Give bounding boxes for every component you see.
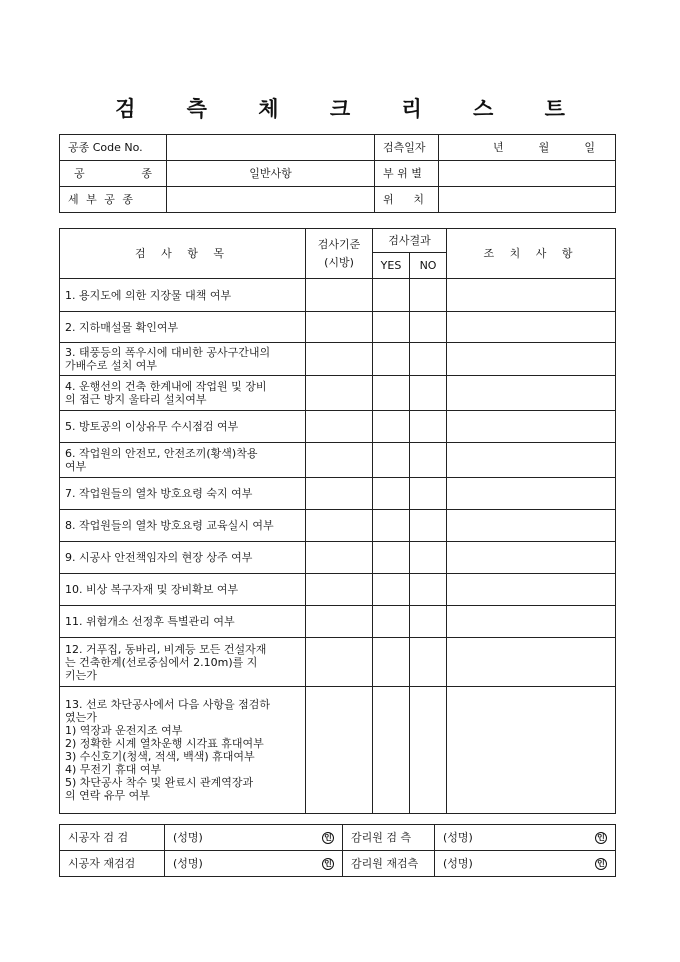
standard-cell[interactable] (306, 478, 373, 510)
yes-cell[interactable] (373, 376, 410, 411)
yes-cell[interactable] (373, 606, 410, 638)
code-label: 공종 Code No. (60, 135, 167, 161)
no-cell[interactable] (410, 606, 447, 638)
action-cell[interactable] (447, 312, 616, 343)
no-cell[interactable] (410, 510, 447, 542)
no-cell[interactable] (410, 343, 447, 376)
signature-table (59, 824, 616, 877)
action-cell[interactable] (447, 638, 616, 687)
yes-cell[interactable] (373, 478, 410, 510)
col-action-header: 조 치 사 항 (447, 229, 616, 279)
contractor-recheck-label: 시공자 재검검 (60, 851, 165, 877)
code-value[interactable] (167, 135, 375, 161)
contractor-check-label: 시공자 검 검 (60, 825, 165, 851)
action-cell[interactable] (447, 376, 616, 411)
no-cell[interactable] (410, 542, 447, 574)
date-day: 일 (584, 141, 595, 154)
action-cell[interactable] (447, 542, 616, 574)
seal-icon: 인 (322, 832, 334, 844)
standard-cell[interactable] (306, 687, 373, 814)
date-month: 월 (538, 141, 550, 154)
sub-work-label: 세 부 공 종 (60, 187, 167, 213)
col-item-header: 검 사 항 목 (60, 229, 306, 279)
yes-cell[interactable] (373, 343, 410, 376)
check-item: 8. 작업원들의 열차 방호요령 교육실시 여부 (60, 510, 306, 542)
info-table (59, 134, 616, 213)
check-item: 12. 거푸집, 동바리, 비계등 모든 건설자재 는 건축한계(선로중심에서 2.10m)를 지 키는가 (60, 638, 306, 687)
supervisor-check-sign[interactable] (435, 825, 616, 851)
standard-cell[interactable] (306, 638, 373, 687)
seal-icon: 인 (595, 832, 607, 844)
action-cell[interactable] (447, 443, 616, 478)
no-cell[interactable] (410, 687, 447, 814)
yes-cell[interactable] (373, 574, 410, 606)
seal-icon: 인 (322, 858, 334, 870)
contractor-recheck-sign[interactable] (165, 851, 343, 877)
seal-icon: 인 (595, 858, 607, 870)
yes-cell[interactable] (373, 411, 410, 443)
work-type-label: 공 종 (60, 161, 167, 187)
position-value[interactable] (439, 187, 616, 213)
yes-cell[interactable] (373, 279, 410, 312)
col-standard-header: 검사기준 (시방) (306, 229, 373, 279)
date-label: 검측일자 (375, 135, 439, 161)
yes-cell[interactable] (373, 510, 410, 542)
work-type-value[interactable]: 일반사항 (167, 161, 375, 187)
check-item: 2. 지하매설물 확인여부 (60, 312, 306, 343)
location-part-label: 부 위 별 (375, 161, 439, 187)
check-item: 11. 위험개소 선정후 특별관리 여부 (60, 606, 306, 638)
no-cell[interactable] (410, 312, 447, 343)
yes-cell[interactable] (373, 542, 410, 574)
supervisor-check-label: 감리원 검 측 (343, 825, 435, 851)
date-year: 년 (493, 141, 504, 154)
yes-cell[interactable] (373, 443, 410, 478)
standard-cell[interactable] (306, 411, 373, 443)
action-cell[interactable] (447, 510, 616, 542)
col-yes-header: YES (373, 253, 410, 279)
yes-cell[interactable] (373, 312, 410, 343)
yes-cell[interactable] (373, 638, 410, 687)
check-item: 1. 용지도에 의한 지장물 대책 여부 (60, 279, 306, 312)
action-cell[interactable] (447, 606, 616, 638)
standard-cell[interactable] (306, 376, 373, 411)
checklist-table (59, 228, 616, 814)
standard-cell[interactable] (306, 606, 373, 638)
check-item: 5. 방토공의 이상유무 수시점검 여부 (60, 411, 306, 443)
sub-work-value[interactable] (167, 187, 375, 213)
standard-cell[interactable] (306, 542, 373, 574)
check-item: 9. 시공사 안전책임자의 현장 상주 여부 (60, 542, 306, 574)
supervisor-recheck-sign[interactable] (435, 851, 616, 877)
standard-cell[interactable] (306, 279, 373, 312)
no-cell[interactable] (410, 443, 447, 478)
standard-cell[interactable] (306, 443, 373, 478)
col-result-header: 검사결과 (373, 229, 447, 253)
contractor-check-sign[interactable] (165, 825, 343, 851)
check-item: 6. 작업원의 안전모, 안전조끼(황색)착용 여부 (60, 443, 306, 478)
check-item: 3. 태풍등의 폭우시에 대비한 공사구간내의 가배수로 설치 여부 (60, 343, 306, 376)
col-no-header: NO (410, 253, 447, 279)
date-value[interactable] (439, 135, 616, 161)
check-item: 7. 작업원들의 열차 방호요령 숙지 여부 (60, 478, 306, 510)
action-cell[interactable] (447, 343, 616, 376)
no-cell[interactable] (410, 478, 447, 510)
standard-cell[interactable] (306, 343, 373, 376)
action-cell[interactable] (447, 574, 616, 606)
action-cell[interactable] (447, 478, 616, 510)
no-cell[interactable] (410, 574, 447, 606)
standard-cell[interactable] (306, 312, 373, 343)
name-placeholder: (성명) (173, 831, 203, 844)
check-item: 13. 선로 차단공사에서 다음 사항을 점검하 였는가 1) 역장과 운전지조 여부 2) 정확한 시계 열차운행 시각표 휴대여부 3) 수신호기(청색, 적색, 백색) 휴대여부 4) 무전기 휴대 여부 5) 차단공사 착수 및 완료시 관계역장과 의 연락 유무 여부 (60, 687, 306, 814)
name-placeholder: (성명) (443, 831, 473, 844)
action-cell[interactable] (447, 411, 616, 443)
location-part-value[interactable] (439, 161, 616, 187)
no-cell[interactable] (410, 376, 447, 411)
no-cell[interactable] (410, 638, 447, 687)
yes-cell[interactable] (373, 687, 410, 814)
action-cell[interactable] (447, 279, 616, 312)
standard-cell[interactable] (306, 510, 373, 542)
no-cell[interactable] (410, 411, 447, 443)
standard-cell[interactable] (306, 574, 373, 606)
check-item: 10. 비상 복구자재 및 장비확보 여부 (60, 574, 306, 606)
page-title: 검 측 체 크 리 스 트 (115, 96, 587, 121)
action-cell[interactable] (447, 687, 616, 814)
name-placeholder: (성명) (173, 857, 203, 870)
name-placeholder: (성명) (443, 857, 473, 870)
position-label: 위 치 (375, 187, 439, 213)
no-cell[interactable] (410, 279, 447, 312)
supervisor-recheck-label: 감리원 재검측 (343, 851, 435, 877)
check-item: 4. 운행선의 건축 한계내에 작업원 및 장비 의 접근 방지 울타리 설치여부 (60, 376, 306, 411)
